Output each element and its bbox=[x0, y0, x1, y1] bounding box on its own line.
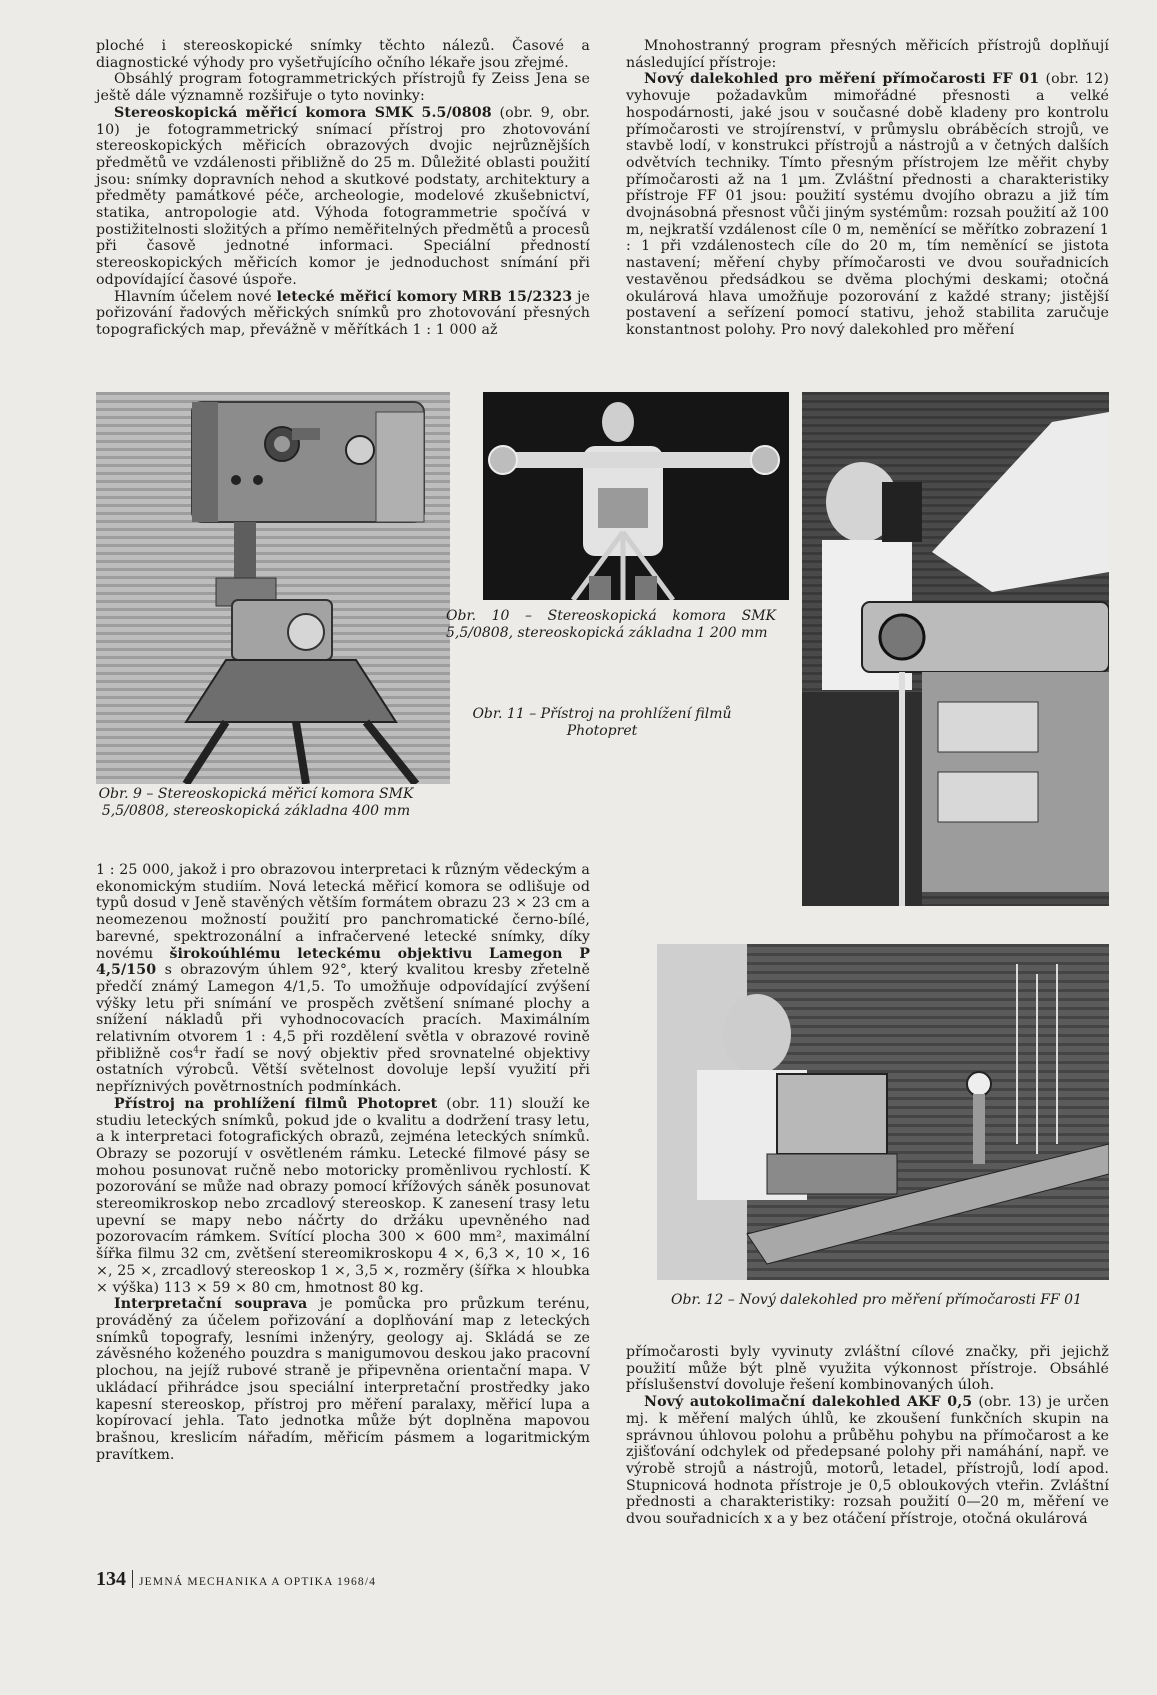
heading-mrb: letecké měřicí komory MRB 15/2323 bbox=[276, 288, 573, 305]
text-lamegon: s obrazovým úhlem 92°, který kvalitou kresby zřetelně předčí známý Lamegon 4/1,5. To umožňuje odpovídající zvýšení výšky letu při snímání ve prospěch zvětšení snímané plochy a snížení nákladů při vyhodnocovacích pracích. Maximálním relativním otvorem 1 : 4,5 při rozdělení světla v obrazové rovině přibližně cos bbox=[96, 962, 590, 1062]
paragraph-ff01-cont: přímočarosti byly vyvinuty zvláštní cílové značky, při jejichž použití může být plně využita výkonnost přístroje. Obsáhlé příslušenství dovoluje řešení kombinovaných úloh. bbox=[626, 1344, 1109, 1394]
journal-name: JEMNÁ MECHANIKA A OPTIKA 1968/4 bbox=[139, 1576, 377, 1588]
photo-fig9-stereo-camera bbox=[96, 392, 450, 784]
text-ff01: (obr. 12) vyhovuje požadavkům mimořádné přesnosti a velké hospodárnosti, jaké jsou v současné době kladeny pro kontrolu přímočarosti ve strojírenství, v průmyslu obráběcích strojů, ve stavbě lodí, v konstrukci přístrojů a nástrojů a v četných dalších odvětvích techniky. Tímto přesným přístrojem lze měřit chyby přímočarosti až na 1 µm. Zvláštní přednosti a charakteristiky přístroje FF 01 jsou: použití systému dvojího obrazu a již tím dvojnásobná přesnost vůči jiným systémům: rozsah použití až 100 m, nejkratší vzdálenost cíle 0 m, neměnící se měřítko zobrazení 1 : 1 při vzdálenostech cíle do 20 m, tím neměnící se jistota nastavení; měření chyby přímočarosti ve dvou souřadnicích vestavěnou předsádkou se dvěma plochými deskami; otočná okulárová hlava umožňuje pozorování z každé strany; jistější postavení a seřízení pomocí stativu, jehož stabilita zaručuje konstantnost polohy. Pro nový dalekohled pro měření bbox=[626, 71, 1110, 338]
paragraph-akf bbox=[626, 1394, 1109, 1528]
caption-fig11: Obr. 11 – Přístroj na prohlížení filmů Photopret bbox=[472, 706, 732, 739]
heading-akf: Nový autokolimační dalekohled AKF 0,5 bbox=[644, 1394, 973, 1411]
paragraph-smk bbox=[96, 105, 590, 289]
paragraph-ff01 bbox=[626, 71, 1109, 338]
paragraph-program: Mnohostranný program přesných měřicích přístrojů doplňují následující přístroje: bbox=[626, 38, 1109, 71]
text-interpretation-kit: je pomůcka pro průzkum terénu, prováděný za účelem pořizování a doplňování map z leteckých snímků topografy, lesními inženýry, geology aj. Skládá se ze závěsného koženého pouzdra s manigumovou deskou jako pracovní plochou, na jejíž rubové straně je připevněna orientační mapa. V ukládací přihrádce jsou speciální interpretační prostředky jako kapesní stereoskop, přístroj pro měření paralaxy, měřicí lupa a kopírovací jehla. Tato jednotka může být doplněna mapovou brašnou, kreslicím nářadím, měřicím pásmem a logaritmickým pravítkem. bbox=[96, 1296, 590, 1463]
text-mrb: je pořizování řadových měřických snímků pro zhotovování přesných topografických map, převážně v měřítkách 1 : 1 000 až bbox=[96, 288, 590, 338]
heading-smk: Stereoskopická měřicí komora SMK 5.5/0808 bbox=[114, 104, 492, 121]
column-right-bottom bbox=[626, 1344, 1109, 1528]
caption-fig9: Obr. 9 – Stereoskopická měřicí komora SMK 5,5/0808, stereoskopická základna 400 mm bbox=[98, 786, 414, 819]
page-footer bbox=[96, 1568, 376, 1591]
photo-fig12-ff01 bbox=[657, 944, 1109, 1280]
heading-photopret: Přístroj na prohlížení filmů Photopret bbox=[114, 1095, 438, 1112]
paragraph-interpretation-kit bbox=[96, 1296, 590, 1463]
column-left-top bbox=[96, 38, 590, 339]
paragraph-photopret bbox=[96, 1096, 590, 1296]
column-left-bottom bbox=[96, 862, 590, 1463]
text-mrb-cont-pre: 1 : 25 000, jakož i pro obrazovou interpretaci k různým vědeckým a ekonomickým studiím. Nová letecká měřicí komora se odlišuje od typů dosud v Jeně stavěných větším formátem obrazu 23 × 23 cm a neomezenou možností použití pro panchromatické černo-bílé, barevné, spektrozonální a infračervené letecké snímky, díky novému bbox=[96, 862, 590, 962]
caption-fig10: Obr. 10 – Stereoskopická komora SMK 5,5/0808, stereoskopická základna 1 200 mm bbox=[446, 608, 776, 641]
paragraph-intro: ploché i stereoskopické snímky těchto nálezů. Časové a diagnostické výhody pro vyšetřujícího očního lékaře jsou zřejmé. bbox=[96, 38, 590, 71]
cos-exponent: 4 bbox=[193, 1045, 200, 1055]
text-photopret: (obr. 11) slouží ke studiu leteckých snímků, pokud jde o kvalitu a dodržení trasy letu, a k interpretaci fotografických obrazů, zejména leteckých snímků. Obrazy se pozorují v osvětleném rámku. Letecké filmové pásy se mohou posunovat ručně nebo motoricky proměnlivou rychlostí. K pozorování se může nad obrazy pomocí křížových sáněk posunovat stereomikroskop nebo zrcadlový stereoskop. K zanesení trasy letu upevní se mapy nebo náčrty do držáku upevněného nad pozorovacím rámkem. Svítící plocha 300 × 600 mm², maximální šířka filmu 32 cm, zvětšení stereomikroskopu 4 ×, 6,3 ×, 10 ×, 16 ×, 25 ×, zrcadlový stereoskop 1 ×, 3,5 ×, rozměry (šířka × hloubka × výška) 113 × 59 × 80 cm, hmotnost 80 kg. bbox=[96, 1095, 590, 1296]
heading-lamegon: širokoúhlému leteckému objektivu Lamegon P 4,5/150 bbox=[96, 945, 590, 979]
photo-fig11-photopret bbox=[802, 392, 1109, 906]
paragraph-mrb-cont bbox=[96, 862, 590, 1096]
photo-fig10-stereo-base bbox=[483, 392, 789, 600]
text-smk: (obr. 9, obr. 10) je fotogrammetrický snímací přístroj pro zhotovování stereoskopických měřicích obrazových dvojic nejrůznějších předmětů ve vzdálenosti přibližně do 25 m. Důležité oblasti použití jsou: snímky dopravních nehod a skutkové podstaty, architektury a předměty památkové péče, archeologie, modelové zkušebnictví, statika, antropologie atd. Výhoda fotogrammetrie spočívá v postižitelnosti složitých a přímo neměřitelných předmětů a procesů při časově jednotné informaci. Speciální předností stereoskopických měřicích komor je jednoduchost snímání při odpovídající časové úspoře. bbox=[96, 104, 590, 288]
column-right-top bbox=[626, 38, 1109, 339]
text-mrb-pre: Hlavním účelem nové bbox=[114, 288, 277, 305]
page-number: 134 bbox=[96, 1568, 126, 1590]
paragraph-mrb bbox=[96, 289, 590, 339]
text-lamegon-end: r řadí se nový objektiv před srovnatelné objektivy ostatních výrobců. Větší světelnost dovoluje lepší využití při nepříznivých povětrnostních podmínkách. bbox=[96, 1045, 590, 1096]
text-akf: (obr. 13) je určen mj. k měření malých úhlů, ke zkoušení funkčních skupin na správnou úhlovou polohu a průběhu pohybu na přímočarost a ke zjišťování odchylek od předepsané polohy při namáhání, např. ve výrobě strojů a nástrojů, motorů, letadel, přístrojů, lodí apod. Stupnicová hodnota přístroje je 0,5 obloukových vteřin. Zvláštní přednosti a charakteristiky: rozsah použití 0—20 m, měření ve dvou souřadnicích x a y bez otáčení přístroje, otočná okulárová bbox=[626, 1394, 1109, 1528]
heading-ff01: Nový dalekohled pro měření přímočarosti FF 01 bbox=[644, 71, 1040, 88]
caption-fig12: Obr. 12 – Nový dalekohled pro měření přímočarosti FF 01 bbox=[671, 1292, 1082, 1308]
footer-divider bbox=[132, 1570, 133, 1588]
heading-interpretation-kit: Interpretační souprava bbox=[114, 1296, 308, 1313]
paragraph-zeiss-program: Obsáhlý program fotogrammetrických přístrojů fy Zeiss Jena se ještě dále významně rozšiřuje o tyto novinky: bbox=[96, 71, 590, 105]
